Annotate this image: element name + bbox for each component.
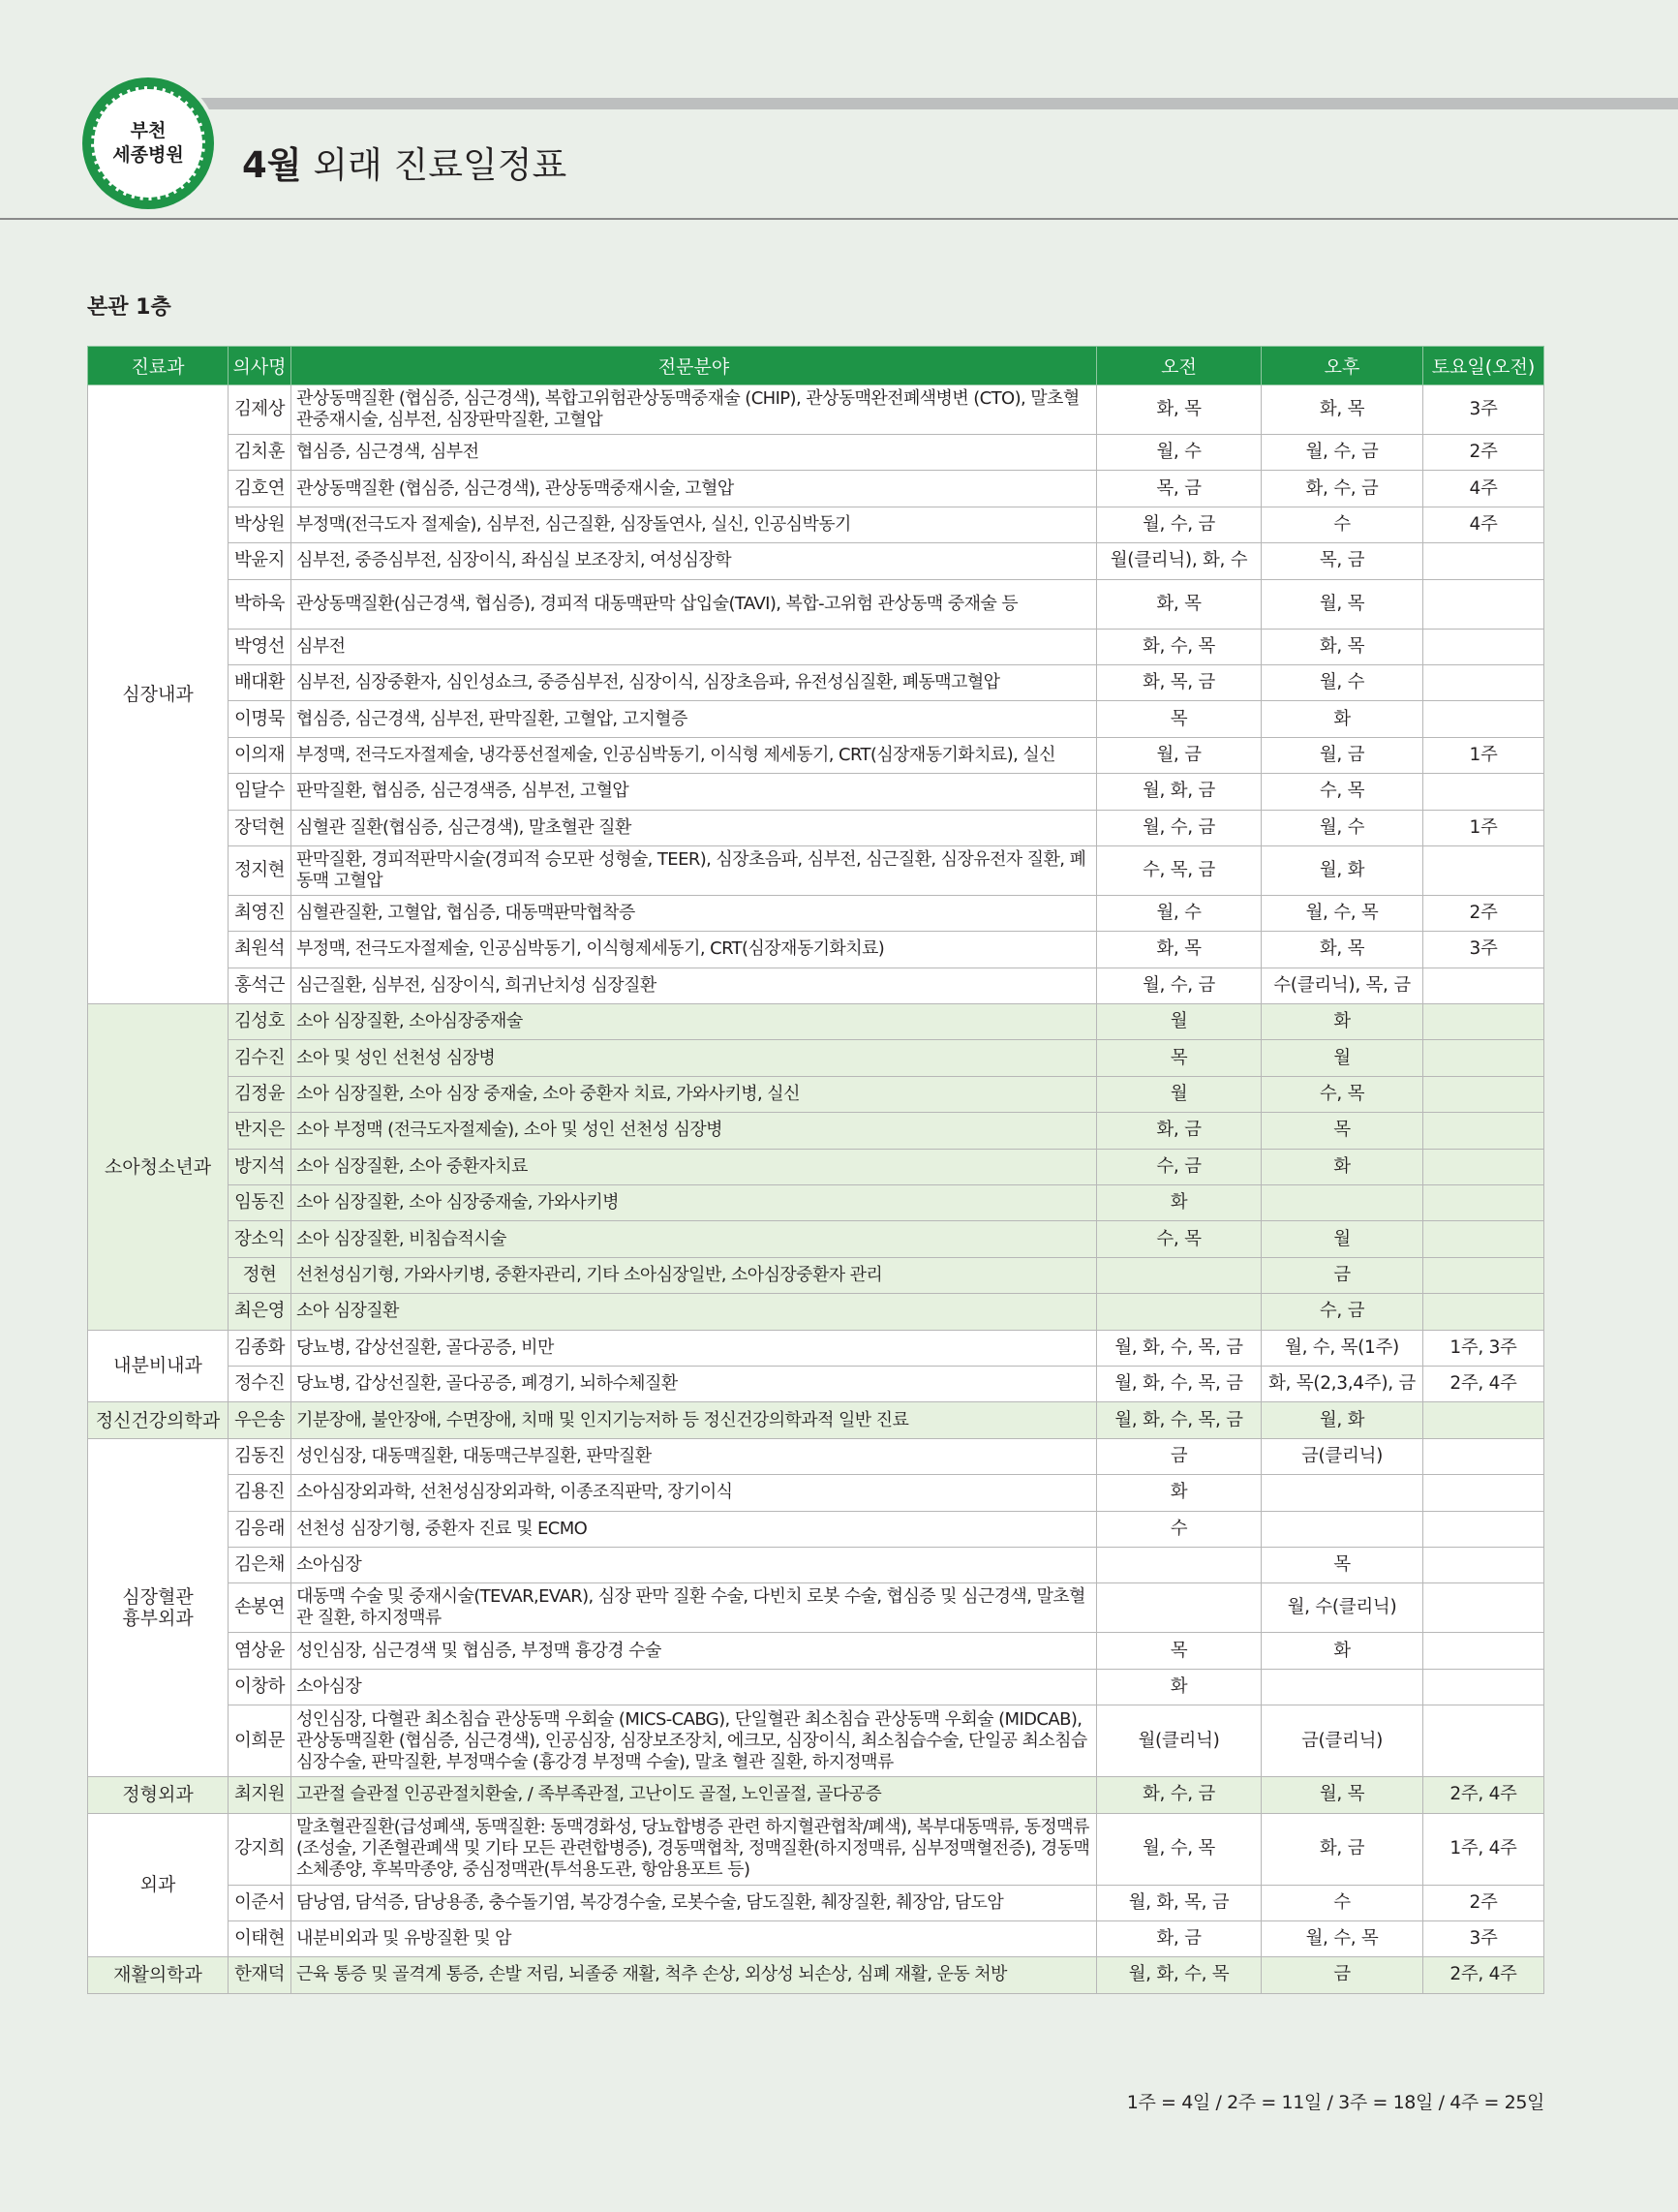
doctor-name-cell: 박상원 <box>229 507 291 542</box>
doctor-name-cell: 박하욱 <box>229 579 291 629</box>
afternoon-cell: 월, 금 <box>1262 737 1423 773</box>
doctor-name-cell: 손봉연 <box>229 1583 291 1633</box>
saturday-cell <box>1423 1149 1544 1184</box>
doctor-name-cell: 홍석근 <box>229 968 291 1003</box>
table-row <box>88 435 1544 471</box>
doctor-name-cell: 우은송 <box>229 1402 291 1438</box>
department-name-line: 흉부외과 <box>122 1607 194 1629</box>
doctor-name-cell: 이준서 <box>229 1885 291 1920</box>
saturday-cell <box>1423 774 1544 810</box>
table-row <box>88 701 1544 737</box>
saturday-cell: 2주, 4주 <box>1423 1957 1544 1993</box>
morning-cell: 월, 수, 금 <box>1097 810 1262 845</box>
saturday-cell <box>1423 1113 1544 1149</box>
doctor-name-cell: 반지은 <box>229 1113 291 1149</box>
afternoon-cell: 화 <box>1262 1004 1423 1040</box>
afternoon-cell: 화 <box>1262 701 1423 737</box>
morning-cell: 월, 수 <box>1097 895 1262 931</box>
morning-cell: 월, 수 <box>1097 435 1262 471</box>
morning-cell <box>1097 1257 1262 1293</box>
morning-cell: 목 <box>1097 1040 1262 1076</box>
doctor-name-cell: 김수진 <box>229 1040 291 1076</box>
morning-cell: 월, 화, 수, 목 <box>1097 1957 1262 1993</box>
afternoon-cell: 월, 수(클리닉) <box>1262 1583 1423 1633</box>
morning-cell: 월, 수, 금 <box>1097 968 1262 1003</box>
table-row <box>88 1777 1544 1813</box>
specialty-cell: 관상동맥질환 (협심증, 심근경색), 관상동맥중재시술, 고혈압 <box>291 471 1097 507</box>
doctor-name-cell: 김성호 <box>229 1004 291 1040</box>
afternoon-cell: 월, 목 <box>1262 1777 1423 1813</box>
col-header-specialty: 전문분야 <box>291 347 1097 385</box>
morning-cell: 화, 금 <box>1097 1113 1262 1149</box>
doctor-name-cell: 김동진 <box>229 1438 291 1474</box>
saturday-cell: 4주 <box>1423 471 1544 507</box>
specialty-cell: 심부전, 심장중환자, 심인성쇼크, 중증심부전, 심장이식, 심장초음파, 유전성심질환, 폐동맥고혈압 <box>291 664 1097 700</box>
table-row <box>88 1257 1544 1293</box>
morning-cell: 월, 금 <box>1097 737 1262 773</box>
morning-cell: 월, 화, 수, 목, 금 <box>1097 1402 1262 1438</box>
morning-cell: 수 <box>1097 1511 1262 1547</box>
saturday-cell: 2주 <box>1423 435 1544 471</box>
table-row <box>88 507 1544 542</box>
title-text: 외래 진료일정표 <box>301 144 567 186</box>
table-row <box>88 1957 1544 1993</box>
morning-cell: 월, 화, 수, 목, 금 <box>1097 1330 1262 1366</box>
table-header-row <box>88 347 1544 385</box>
table-row <box>88 932 1544 968</box>
specialty-cell: 내분비외과 및 유방질환 및 암 <box>291 1920 1097 1956</box>
doctor-name-cell: 한재덕 <box>229 1957 291 1993</box>
morning-cell: 월, 화, 수, 목, 금 <box>1097 1366 1262 1401</box>
saturday-cell <box>1423 1669 1544 1705</box>
department-cell: 외과 <box>88 1813 229 1957</box>
doctor-name-cell: 최영진 <box>229 895 291 931</box>
afternoon-cell: 월, 목 <box>1262 579 1423 629</box>
department-cell: 재활의학과 <box>88 1957 229 1993</box>
morning-cell: 화, 수, 금 <box>1097 1777 1262 1813</box>
table-row <box>88 737 1544 773</box>
afternoon-cell: 화 <box>1262 1633 1423 1669</box>
morning-cell: 수, 목, 금 <box>1097 845 1262 895</box>
morning-cell: 금 <box>1097 1438 1262 1474</box>
table-row <box>88 1040 1544 1076</box>
doctor-name-cell: 배대환 <box>229 664 291 700</box>
afternoon-cell: 화, 목(2,3,4주), 금 <box>1262 1366 1423 1401</box>
saturday-cell: 2주 <box>1423 1885 1544 1920</box>
afternoon-cell <box>1262 1185 1423 1221</box>
table-row <box>88 1813 1544 1885</box>
afternoon-cell: 금 <box>1262 1257 1423 1293</box>
afternoon-cell: 월, 수, 목(1주) <box>1262 1330 1423 1366</box>
table-row <box>88 810 1544 845</box>
morning-cell: 화, 목 <box>1097 932 1262 968</box>
doctor-name-cell: 김제상 <box>229 385 291 435</box>
specialty-cell: 부정맥(전극도자 절제술), 심부전, 심근질환, 심장돌연사, 실신, 인공심박동기 <box>291 507 1097 542</box>
morning-cell: 월(클리닉), 화, 수 <box>1097 543 1262 579</box>
table-row <box>88 1185 1544 1221</box>
doctor-name-cell: 김호연 <box>229 471 291 507</box>
doctor-name-cell: 김치훈 <box>229 435 291 471</box>
page-title <box>242 136 566 188</box>
specialty-cell: 관상동맥질환 (협심증, 심근경색), 복합고위험관상동맥중재술 (CHIP), 관상동맥완전폐색병변 (CTO), 말초혈관중재시술, 심부전, 심장판막질환, 고혈압 <box>291 385 1097 435</box>
afternoon-cell: 월, 화 <box>1262 845 1423 895</box>
doctor-name-cell: 김은채 <box>229 1547 291 1582</box>
morning-cell <box>1097 1583 1262 1633</box>
morning-cell: 화 <box>1097 1669 1262 1705</box>
afternoon-cell: 화, 목 <box>1262 385 1423 435</box>
afternoon-cell: 금 <box>1262 1957 1423 1993</box>
table-row <box>88 968 1544 1003</box>
afternoon-cell: 수, 목 <box>1262 1076 1423 1112</box>
saturday-cell <box>1423 543 1544 579</box>
table-row <box>88 1583 1544 1633</box>
specialty-cell: 심부전, 중증심부전, 심장이식, 좌심실 보조장치, 여성심장학 <box>291 543 1097 579</box>
badge-seal <box>91 86 205 200</box>
table-row <box>88 664 1544 700</box>
specialty-cell: 심부전 <box>291 629 1097 664</box>
afternoon-cell <box>1262 1475 1423 1511</box>
specialty-cell: 당뇨병, 갑상선질환, 골다공증, 비만 <box>291 1330 1097 1366</box>
table-row <box>88 471 1544 507</box>
morning-cell: 수, 금 <box>1097 1149 1262 1184</box>
saturday-cell <box>1423 1547 1544 1582</box>
doctor-name-cell: 이희문 <box>229 1705 291 1777</box>
table-row <box>88 1113 1544 1149</box>
saturday-cell <box>1423 1705 1544 1777</box>
saturday-cell <box>1423 1185 1544 1221</box>
schedule-body <box>88 385 1544 1994</box>
saturday-cell <box>1423 1402 1544 1438</box>
specialty-cell: 대동맥 수술 및 중재시술(TEVAR,EVAR), 심장 판막 질환 수술, 다빈치 로봇 수술, 협심증 및 심근경색, 말초혈관 질환, 하지정맥류 <box>291 1583 1097 1633</box>
doctor-name-cell: 정수진 <box>229 1366 291 1401</box>
department-name-line: 심장혈관 <box>122 1585 194 1608</box>
saturday-cell <box>1423 1438 1544 1474</box>
col-header-department: 진료과 <box>88 347 229 385</box>
saturday-cell <box>1423 701 1544 737</box>
doctor-name-cell: 최원석 <box>229 932 291 968</box>
specialty-cell: 협심증, 심근경색, 심부전, 판막질환, 고혈압, 고지혈증 <box>291 701 1097 737</box>
table-row <box>88 629 1544 664</box>
doctor-name-cell: 임동진 <box>229 1185 291 1221</box>
badge-line-2: 세종병원 <box>112 144 184 166</box>
specialty-cell: 심근질환, 심부전, 심장이식, 희귀난치성 심장질환 <box>291 968 1097 1003</box>
afternoon-cell: 월 <box>1262 1221 1423 1257</box>
morning-cell: 화, 수, 목 <box>1097 629 1262 664</box>
saturday-cell <box>1423 1511 1544 1547</box>
table-row <box>88 1633 1544 1669</box>
specialty-cell: 소아 심장질환, 소아 심장중재술, 가와사키병 <box>291 1185 1097 1221</box>
page-top-background <box>0 0 1678 98</box>
specialty-cell: 선천성 심장기형, 중환자 진료 및 ECMO <box>291 1511 1097 1547</box>
afternoon-cell: 목 <box>1262 1547 1423 1582</box>
table-row <box>88 1366 1544 1401</box>
doctor-name-cell: 이창하 <box>229 1669 291 1705</box>
table-row <box>88 1402 1544 1438</box>
doctor-name-cell: 박영선 <box>229 629 291 664</box>
specialty-cell: 소아 심장질환, 소아심장중재술 <box>291 1004 1097 1040</box>
doctor-name-cell: 김정윤 <box>229 1076 291 1112</box>
saturday-cell: 3주 <box>1423 1920 1544 1956</box>
afternoon-cell: 수(클리닉), 목, 금 <box>1262 968 1423 1003</box>
morning-cell: 목 <box>1097 701 1262 737</box>
saturday-cell <box>1423 664 1544 700</box>
morning-cell: 화, 목 <box>1097 579 1262 629</box>
table-row <box>88 1705 1544 1777</box>
specialty-cell: 소아심장외과학, 선천성심장외과학, 이종조직판막, 장기이식 <box>291 1475 1097 1511</box>
specialty-cell: 성인심장, 다혈관 최소침습 관상동맥 우회술 (MICS-CABG), 단일혈관 최소침습 관상동맥 우회술 (MIDCAB), 관상동맥질환 (협심증, 심근경색), 인공심장, 심장보조장치, 에크모, 심장이식, 최소침습수술, 단일공 최소침습 심장수술, 판막질환, 부정맥수술 (흉강경 부정맥 수술), 말초 혈관 질환, 하지정맥류 <box>291 1705 1097 1777</box>
table-row <box>88 1221 1544 1257</box>
specialty-cell: 심혈관질환, 고혈압, 협심증, 대동맥판막협착증 <box>291 895 1097 931</box>
doctor-name-cell: 장소익 <box>229 1221 291 1257</box>
doctor-name-cell: 장덕현 <box>229 810 291 845</box>
afternoon-cell: 월, 수 <box>1262 664 1423 700</box>
morning-cell: 화, 금 <box>1097 1920 1262 1956</box>
doctor-name-cell: 박윤지 <box>229 543 291 579</box>
table-row <box>88 579 1544 629</box>
table-row <box>88 845 1544 895</box>
specialty-cell: 판막질환, 경피적판막시술(경피적 승모판 성형술, TEER), 심장초음파, 심부전, 심근질환, 심장유전자 질환, 폐동맥 고혈압 <box>291 845 1097 895</box>
saturday-cell <box>1423 1294 1544 1330</box>
saturday-cell: 1주 <box>1423 810 1544 845</box>
schedule-table <box>87 346 1544 1994</box>
doctor-name-cell: 이명묵 <box>229 701 291 737</box>
department-cell: 심장내과 <box>88 385 229 1004</box>
afternoon-cell: 화 <box>1262 1149 1423 1184</box>
table-row <box>88 1475 1544 1511</box>
specialty-cell: 기분장애, 불안장애, 수면장애, 치매 및 인지기능저하 등 정신건강의학과적 일반 진료 <box>291 1402 1097 1438</box>
col-header-afternoon: 오후 <box>1262 347 1423 385</box>
afternoon-cell: 금(클리닉) <box>1262 1438 1423 1474</box>
morning-cell: 월, 수, 목 <box>1097 1813 1262 1885</box>
morning-cell: 화, 목 <box>1097 385 1262 435</box>
morning-cell: 목, 금 <box>1097 471 1262 507</box>
specialty-cell: 고관절 슬관절 인공관절치환술, / 족부족관절, 고난이도 골절, 노인골절, 골다공증 <box>291 1777 1097 1813</box>
table-row <box>88 1438 1544 1474</box>
specialty-cell: 판막질환, 협심증, 심근경색증, 심부전, 고혈압 <box>291 774 1097 810</box>
afternoon-cell: 월, 수, 금 <box>1262 435 1423 471</box>
afternoon-cell: 화, 목 <box>1262 932 1423 968</box>
saturday-cell <box>1423 968 1544 1003</box>
saturday-cell <box>1423 1257 1544 1293</box>
morning-cell: 월 <box>1097 1004 1262 1040</box>
saturday-cell <box>1423 1076 1544 1112</box>
saturday-cell <box>1423 1004 1544 1040</box>
section-label: 본관 1층 <box>87 295 171 320</box>
saturday-cell: 1주, 3주 <box>1423 1330 1544 1366</box>
specialty-cell: 근육 통증 및 골격계 통증, 손발 저림, 뇌졸중 재활, 척추 손상, 외상성 뇌손상, 심폐 재활, 운동 처방 <box>291 1957 1097 1993</box>
saturday-cell <box>1423 1040 1544 1076</box>
afternoon-cell: 목 <box>1262 1113 1423 1149</box>
col-header-doctor: 의사명 <box>229 347 291 385</box>
doctor-name-cell: 강지희 <box>229 1813 291 1885</box>
col-header-saturday: 토요일(오전) <box>1423 347 1544 385</box>
header-gray-strip <box>169 98 1678 109</box>
saturday-cell: 3주 <box>1423 385 1544 435</box>
morning-cell: 월, 수, 금 <box>1097 507 1262 542</box>
specialty-cell: 소아 및 성인 선천성 심장병 <box>291 1040 1097 1076</box>
afternoon-cell: 화, 수, 금 <box>1262 471 1423 507</box>
afternoon-cell: 수 <box>1262 507 1423 542</box>
morning-cell: 목 <box>1097 1633 1262 1669</box>
specialty-cell: 부정맥, 전극도자절제술, 인공심박동기, 이식형제세동기, CRT(심장재동기화치료) <box>291 932 1097 968</box>
table-row <box>88 1330 1544 1366</box>
specialty-cell: 소아 심장질환, 소아 심장 중재술, 소아 중환자 치료, 가와사키병, 실신 <box>291 1076 1097 1112</box>
saturday-cell: 2주 <box>1423 895 1544 931</box>
morning-cell: 월, 화, 금 <box>1097 774 1262 810</box>
afternoon-cell: 목, 금 <box>1262 543 1423 579</box>
afternoon-cell: 수, 목 <box>1262 774 1423 810</box>
col-header-morning: 오전 <box>1097 347 1262 385</box>
doctor-name-cell: 이의재 <box>229 737 291 773</box>
table-row <box>88 1547 1544 1582</box>
doctor-name-cell: 임달수 <box>229 774 291 810</box>
table-row <box>88 895 1544 931</box>
morning-cell: 수, 목 <box>1097 1221 1262 1257</box>
department-cell <box>88 1438 229 1776</box>
saturday-cell <box>1423 629 1544 664</box>
doctor-name-cell: 김용진 <box>229 1475 291 1511</box>
morning-cell: 월(클리닉) <box>1097 1705 1262 1777</box>
specialty-cell: 말초혈관질환(급성폐색, 동맥질환: 동맥경화성, 당뇨합병증 관련 하지혈관협착/폐색), 복부대동맥류, 동정맥류 (조성술, 기존혈관폐색 및 기타 모든 관련합병증), 경동맥협착, 정맥질환(하지정맥류, 심부정맥혈전증), 경동맥소체종양, 후복막종양, 중심정맥관(투석용도관, 항암용포트 등) <box>291 1813 1097 1885</box>
saturday-cell <box>1423 1475 1544 1511</box>
saturday-cell: 1주 <box>1423 737 1544 773</box>
afternoon-cell: 수 <box>1262 1885 1423 1920</box>
doctor-name-cell: 방지석 <box>229 1149 291 1184</box>
department-cell: 소아청소년과 <box>88 1004 229 1331</box>
specialty-cell: 소아 심장질환, 비침습적시술 <box>291 1221 1097 1257</box>
week-date-footnote: 1주 = 4일 / 2주 = 11일 / 3주 = 18일 / 4주 = 25일 <box>1126 2092 1544 2113</box>
department-cell: 정형외과 <box>88 1777 229 1813</box>
department-cell: 내분비내과 <box>88 1330 229 1402</box>
saturday-cell <box>1423 1583 1544 1633</box>
morning-cell: 월 <box>1097 1076 1262 1112</box>
afternoon-cell: 금(클리닉) <box>1262 1705 1423 1777</box>
morning-cell: 화 <box>1097 1185 1262 1221</box>
specialty-cell: 협심증, 심근경색, 심부전 <box>291 435 1097 471</box>
afternoon-cell <box>1262 1511 1423 1547</box>
table-row <box>88 1149 1544 1184</box>
specialty-cell: 소아심장 <box>291 1547 1097 1582</box>
saturday-cell: 3주 <box>1423 932 1544 968</box>
saturday-cell <box>1423 1221 1544 1257</box>
afternoon-cell <box>1262 1669 1423 1705</box>
doctor-name-cell: 김응래 <box>229 1511 291 1547</box>
specialty-cell: 성인심장, 심근경색 및 협심증, 부정맥 흉강경 수술 <box>291 1633 1097 1669</box>
afternoon-cell: 월 <box>1262 1040 1423 1076</box>
saturday-cell: 2주, 4주 <box>1423 1366 1544 1401</box>
table-row <box>88 774 1544 810</box>
afternoon-cell: 월, 수, 목 <box>1262 895 1423 931</box>
specialty-cell: 성인심장, 대동맥질환, 대동맥근부질환, 판막질환 <box>291 1438 1097 1474</box>
saturday-cell <box>1423 845 1544 895</box>
table-row <box>88 1669 1544 1705</box>
morning-cell <box>1097 1294 1262 1330</box>
doctor-name-cell: 최은영 <box>229 1294 291 1330</box>
saturday-cell: 1주, 4주 <box>1423 1813 1544 1885</box>
table-row <box>88 1511 1544 1547</box>
specialty-cell: 소아 부정맥 (전극도자절제술), 소아 및 성인 선천성 심장병 <box>291 1113 1097 1149</box>
specialty-cell: 선천성심기형, 가와사키병, 중환자관리, 기타 소아심장일반, 소아심장중환자 관리 <box>291 1257 1097 1293</box>
morning-cell: 화 <box>1097 1475 1262 1511</box>
afternoon-cell: 화, 금 <box>1262 1813 1423 1885</box>
specialty-cell: 심혈관 질환(협심증, 심근경색), 말초혈관 질환 <box>291 810 1097 845</box>
table-row <box>88 385 1544 435</box>
specialty-cell: 소아심장 <box>291 1669 1097 1705</box>
table-row <box>88 1294 1544 1330</box>
saturday-cell <box>1423 1633 1544 1669</box>
table-row <box>88 1076 1544 1112</box>
doctor-name-cell: 최지원 <box>229 1777 291 1813</box>
specialty-cell: 소아 심장질환, 소아 중환자치료 <box>291 1149 1097 1184</box>
afternoon-cell: 수, 금 <box>1262 1294 1423 1330</box>
saturday-cell: 4주 <box>1423 507 1544 542</box>
table-row <box>88 543 1544 579</box>
doctor-name-cell: 정현 <box>229 1257 291 1293</box>
badge-line-1: 부천 <box>130 120 167 141</box>
table-row <box>88 1004 1544 1040</box>
doctor-name-cell: 염상윤 <box>229 1633 291 1669</box>
department-cell: 정신건강의학과 <box>88 1402 229 1438</box>
title-month: 4월 <box>242 144 302 186</box>
afternoon-cell: 월, 수 <box>1262 810 1423 845</box>
afternoon-cell: 월, 화 <box>1262 1402 1423 1438</box>
saturday-cell <box>1423 579 1544 629</box>
afternoon-cell: 월, 수, 목 <box>1262 1920 1423 1956</box>
doctor-name-cell: 정지현 <box>229 845 291 895</box>
doctor-name-cell: 이태현 <box>229 1920 291 1956</box>
morning-cell <box>1097 1547 1262 1582</box>
morning-cell: 화, 목, 금 <box>1097 664 1262 700</box>
hospital-badge-logo <box>82 77 214 209</box>
doctor-name-cell: 김종화 <box>229 1330 291 1366</box>
table-row <box>88 1885 1544 1920</box>
table-row <box>88 1920 1544 1956</box>
morning-cell: 월, 화, 목, 금 <box>1097 1885 1262 1920</box>
specialty-cell: 부정맥, 전극도자절제술, 냉각풍선절제술, 인공심박동기, 이식형 제세동기, CRT(심장재동기화치료), 실신 <box>291 737 1097 773</box>
specialty-cell: 당뇨병, 갑상선질환, 골다공증, 폐경기, 뇌하수체질환 <box>291 1366 1097 1401</box>
afternoon-cell: 화, 목 <box>1262 629 1423 664</box>
specialty-cell: 담낭염, 담석증, 담낭용종, 충수돌기염, 복강경수술, 로봇수술, 담도질환, 췌장질환, 췌장암, 담도암 <box>291 1885 1097 1920</box>
saturday-cell: 2주, 4주 <box>1423 1777 1544 1813</box>
specialty-cell: 관상동맥질환(심근경색, 협심증), 경피적 대동맥판막 삽입술(TAVI), 복합-고위험 관상동맥 중재술 등 <box>291 579 1097 629</box>
specialty-cell: 소아 심장질환 <box>291 1294 1097 1330</box>
